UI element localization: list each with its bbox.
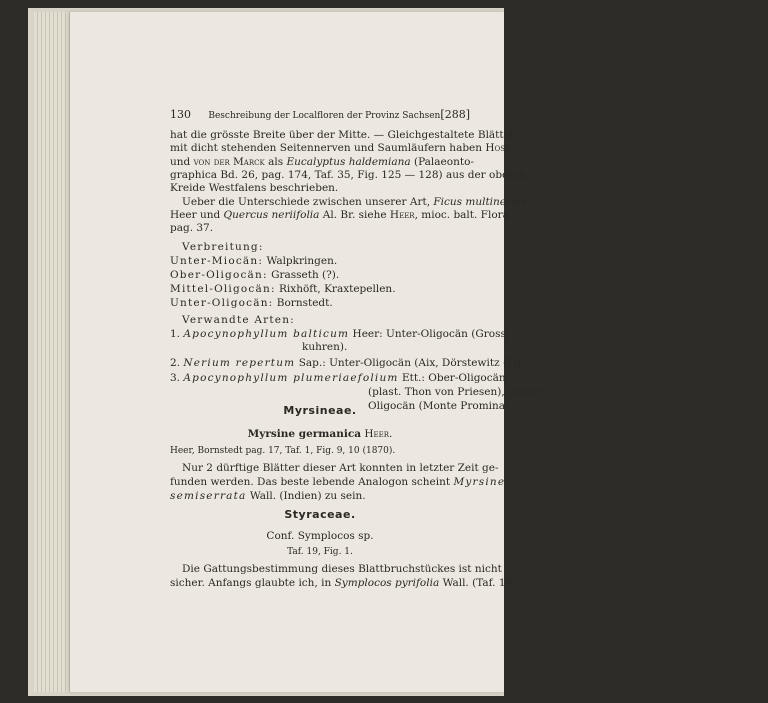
related-heading: Verwandte Arten:	[182, 314, 295, 326]
species-name: Myrsine	[453, 476, 506, 488]
distribution-item: Unter-Miocän: Walpkringen.	[170, 255, 338, 267]
species-name: Nerium repertum	[183, 357, 296, 369]
species-name: Ficus multinervis	[433, 196, 526, 208]
distribution-item: Unter-Oligocän: Bornstedt.	[170, 297, 333, 309]
species-name: Apocynophyllum balticum	[183, 328, 350, 340]
text-line: kuhren).	[302, 341, 348, 353]
species-name: Eucalyptus haldemiana	[286, 156, 411, 168]
text-line: (plast. Thon von Priesen), Unter-	[368, 386, 543, 398]
distribution-item: Ober-Oligocän: Grasseth (?).	[170, 269, 340, 281]
text-line: Ueber die Unterschiede zwischen unserer Art, Ficus multinervis	[182, 196, 526, 208]
text-line: Oligocän (Monte Promina).	[368, 400, 513, 412]
text-line: semiserrata Wall. (Indien) zu sein.	[170, 490, 366, 502]
text-line: Heer und Quercus neriifolia Al. Br. siehe Heer, mioc. balt. Flora	[170, 209, 509, 221]
running-title: Beschreibung der Localfloren der Provinz Sachsen.	[208, 111, 444, 121]
text-line: Kreide Westfalens beschrieben.	[170, 182, 339, 194]
book-page	[70, 12, 543, 692]
related-item: 1. Apocynophyllum balticum Heer: Unter-Oligocän (Gross-	[170, 328, 510, 340]
text-line: sicher. Anfangs glaubte ich, in Symplocos pyrifolia Wall. (Taf. 19,	[170, 577, 516, 589]
family-heading: Myrsineae.	[283, 404, 357, 417]
species-name: Quercus neriifolia	[223, 209, 320, 221]
species-title: Myrsine germanica Heer.	[247, 428, 393, 440]
author-name: Hosius	[485, 142, 519, 154]
author-name: Heer	[389, 209, 415, 221]
species-name: Symplocos pyrifolia	[334, 577, 440, 589]
running-header	[170, 108, 470, 123]
species-name: Apocynophyllum plumeriaefolium	[183, 372, 399, 384]
distribution-heading: Verbreitung:	[182, 241, 264, 253]
family-heading: Styraceae.	[284, 508, 356, 521]
related-item: 3. Apocynophyllum plumeriaefolium Ett.: Ober-Oligocän	[170, 372, 506, 384]
distribution-item: Mittel-Oligocän: Rixhöft, Kraxtepellen.	[170, 283, 396, 295]
text-line: graphica Bd. 26, pag. 174, Taf. 35, Fig. 125 — 128) aus der oberen	[170, 169, 527, 181]
author-name: von der Marck	[193, 156, 265, 168]
text-line: hat die grösste Breite über der Mitte. — Gleichgestaltete Blätter	[170, 129, 515, 141]
bracket-page-number: [288]	[440, 108, 470, 121]
species-title: Conf. Symplocos sp.	[266, 530, 374, 542]
figure-reference: Taf. 19, Fig. 1.	[287, 547, 353, 557]
text-line: Die Gattungsbestimmung dieses Blattbruchstückes ist nicht	[182, 563, 502, 575]
related-item: 2. Nerium repertum Sap.: Unter-Oligocän (Aix, Dörstewitz (?)).	[170, 357, 525, 369]
text-line: Nur 2 dürftige Blätter dieser Art konnten in letzter Zeit ge-	[182, 462, 499, 474]
text-line: pag. 37.	[170, 222, 214, 234]
page-number: 130	[170, 108, 191, 121]
citation: Heer, Bornstedt pag. 17, Taf. 1, Fig. 9, 10 (1870).	[170, 446, 396, 456]
text-line: funden werden. Das beste lebende Analogon scheint Myrsine	[170, 476, 506, 488]
species-name: semiserrata	[170, 490, 247, 502]
text-line: und von der Marck als Eucalyptus haldemiana (Palaeonto-	[170, 156, 474, 168]
text-line: mit dicht stehenden Seitennerven und Saumläufern haben Hosius	[170, 142, 519, 154]
